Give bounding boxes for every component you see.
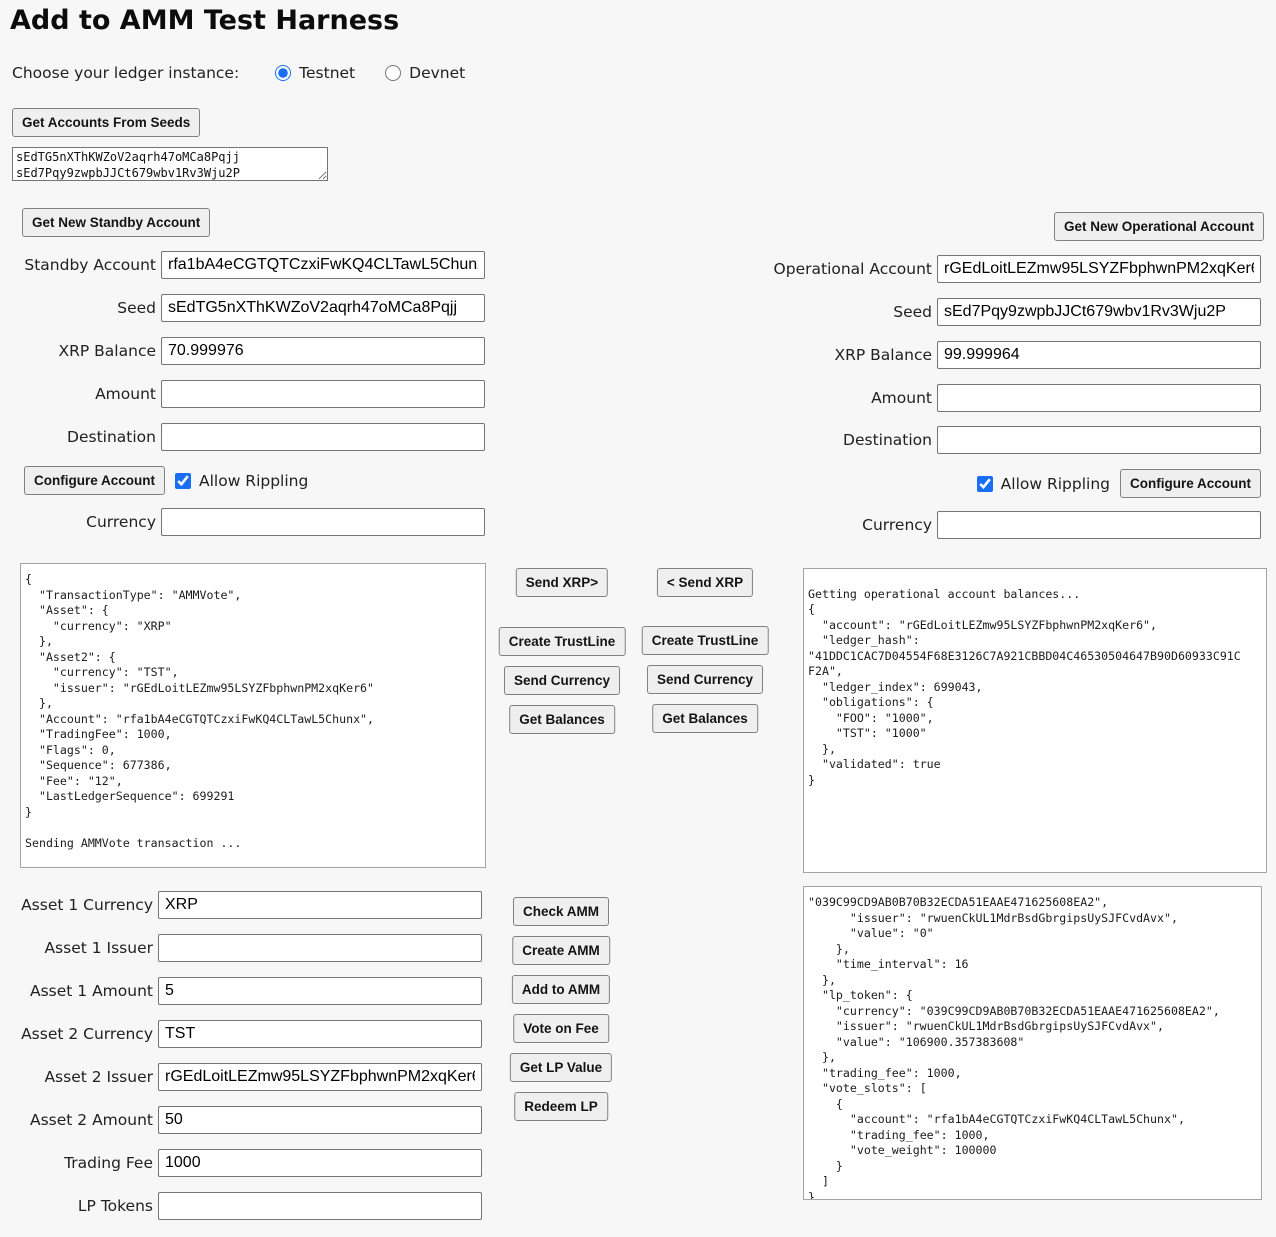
asset2-amount-field[interactable] <box>158 1106 482 1134</box>
operational-seed-label: Seed <box>893 303 932 321</box>
standby-create-trustline-button[interactable]: Create TrustLine <box>499 627 626 656</box>
vote-on-fee-button[interactable]: Vote on Fee <box>513 1014 609 1043</box>
operational-get-balances-button[interactable]: Get Balances <box>652 704 758 733</box>
devnet-radio-label: Devnet <box>409 64 466 82</box>
operational-xrp-balance-field[interactable] <box>937 341 1261 369</box>
asset2-currency-field[interactable] <box>158 1020 482 1048</box>
operational-configure-row <box>977 469 1261 498</box>
standby-xrp-balance-label: XRP Balance <box>58 342 156 360</box>
operational-send-currency-button[interactable]: Send Currency <box>647 665 763 694</box>
asset2-amount-label: Asset 2 Amount <box>30 1111 153 1129</box>
get-accounts-from-seeds-button[interactable]: Get Accounts From Seeds <box>12 108 200 137</box>
operational-destination-row <box>773 426 1261 454</box>
asset2-currency-label: Asset 2 Currency <box>21 1025 153 1043</box>
operational-configure-account-button[interactable]: Configure Account <box>1120 469 1261 498</box>
check-amm-button[interactable]: Check AMM <box>513 897 609 926</box>
ledger-instance-chooser <box>12 64 465 82</box>
operational-allow-rippling-option[interactable] <box>977 475 1110 493</box>
operational-allow-rippling-checkbox[interactable] <box>977 476 993 492</box>
amm-result-textarea[interactable] <box>803 886 1262 1200</box>
operational-xrp-balance-label: XRP Balance <box>834 346 932 364</box>
standby-amount-label: Amount <box>95 385 156 403</box>
asset2-amount-row <box>0 1106 482 1134</box>
asset2-issuer-field[interactable] <box>158 1063 482 1091</box>
devnet-radio[interactable] <box>385 65 401 81</box>
standby-send-currency-button[interactable]: Send Currency <box>504 666 620 695</box>
radio-option-devnet[interactable] <box>385 64 465 82</box>
seeds-textarea[interactable] <box>12 147 328 181</box>
operational-amount-label: Amount <box>871 389 932 407</box>
operational-account-row <box>773 255 1261 283</box>
standby-get-balances-button[interactable]: Get Balances <box>509 705 615 734</box>
asset1-amount-row <box>0 977 482 1005</box>
standby-account-label: Standby Account <box>24 256 156 274</box>
asset1-currency-field[interactable] <box>158 891 482 919</box>
testnet-radio-label: Testnet <box>299 64 356 82</box>
trading-fee-row <box>0 1149 482 1177</box>
asset1-amount-label: Asset 1 Amount <box>30 982 153 1000</box>
operational-currency-field[interactable] <box>937 511 1261 539</box>
asset1-issuer-row <box>0 934 482 962</box>
standby-destination-row <box>0 423 485 451</box>
operational-xrp-balance-row <box>773 341 1261 369</box>
standby-amount-field[interactable] <box>161 380 485 408</box>
standby-currency-row <box>0 508 485 536</box>
asset1-currency-label: Asset 1 Currency <box>21 896 153 914</box>
standby-xrp-balance-field[interactable] <box>161 337 485 365</box>
page-title: Add to AMM Test Harness <box>10 5 400 36</box>
standby-allow-rippling-option[interactable] <box>175 472 308 490</box>
redeem-lp-button[interactable]: Redeem LP <box>514 1092 608 1121</box>
ledger-instance-label: Choose your ledger instance: <box>12 64 240 82</box>
asset1-issuer-label: Asset 1 Issuer <box>44 939 153 957</box>
operational-seed-row <box>773 298 1261 326</box>
operational-amount-field[interactable] <box>937 384 1261 412</box>
send-xrp-to-standby-button[interactable]: < Send XRP <box>657 568 753 597</box>
standby-destination-field[interactable] <box>161 423 485 451</box>
standby-account-row <box>0 251 485 279</box>
operational-account-field[interactable] <box>937 255 1261 283</box>
send-xrp-to-operational-button[interactable]: Send XRP> <box>516 568 608 597</box>
create-amm-button[interactable]: Create AMM <box>512 936 610 965</box>
asset2-currency-row <box>0 1020 482 1048</box>
standby-currency-label: Currency <box>86 513 156 531</box>
operational-destination-field[interactable] <box>937 426 1261 454</box>
lp-tokens-label: LP Tokens <box>77 1197 153 1215</box>
standby-xrp-balance-row <box>0 337 485 365</box>
asset1-currency-row <box>0 891 482 919</box>
standby-destination-label: Destination <box>67 428 156 446</box>
standby-seed-row <box>0 294 485 322</box>
get-new-operational-account-button[interactable]: Get New Operational Account <box>1054 212 1264 241</box>
asset2-issuer-label: Asset 2 Issuer <box>44 1068 153 1086</box>
standby-allow-rippling-checkbox[interactable] <box>175 473 191 489</box>
trading-fee-label: Trading Fee <box>64 1154 153 1172</box>
operational-destination-label: Destination <box>843 431 932 449</box>
operational-account-label: Operational Account <box>773 260 932 278</box>
operational-currency-row <box>773 511 1261 539</box>
standby-seed-field[interactable] <box>161 294 485 322</box>
standby-result-textarea[interactable] <box>20 563 486 868</box>
standby-configure-row <box>24 466 308 495</box>
operational-currency-label: Currency <box>862 516 932 534</box>
get-new-standby-account-button[interactable]: Get New Standby Account <box>22 208 210 237</box>
testnet-radio[interactable] <box>275 65 291 81</box>
standby-account-field[interactable] <box>161 251 485 279</box>
asset1-amount-field[interactable] <box>158 977 482 1005</box>
lp-tokens-row <box>0 1192 482 1220</box>
trading-fee-field[interactable] <box>158 1149 482 1177</box>
operational-amount-row <box>773 384 1261 412</box>
standby-configure-account-button[interactable]: Configure Account <box>24 466 165 495</box>
add-to-amm-button[interactable]: Add to AMM <box>512 975 610 1004</box>
operational-result-textarea[interactable] <box>803 568 1267 873</box>
standby-allow-rippling-label: Allow Rippling <box>199 471 309 490</box>
operational-seed-field[interactable] <box>937 298 1261 326</box>
standby-amount-row <box>0 380 485 408</box>
get-lp-value-button[interactable]: Get LP Value <box>510 1053 612 1082</box>
standby-currency-field[interactable] <box>161 508 485 536</box>
asset1-issuer-field[interactable] <box>158 934 482 962</box>
lp-tokens-field[interactable] <box>158 1192 482 1220</box>
standby-seed-label: Seed <box>117 299 156 317</box>
asset2-issuer-row <box>0 1063 482 1091</box>
operational-allow-rippling-label: Allow Rippling <box>1000 474 1110 493</box>
operational-create-trustline-button[interactable]: Create TrustLine <box>642 626 769 655</box>
radio-option-testnet[interactable] <box>275 64 355 82</box>
